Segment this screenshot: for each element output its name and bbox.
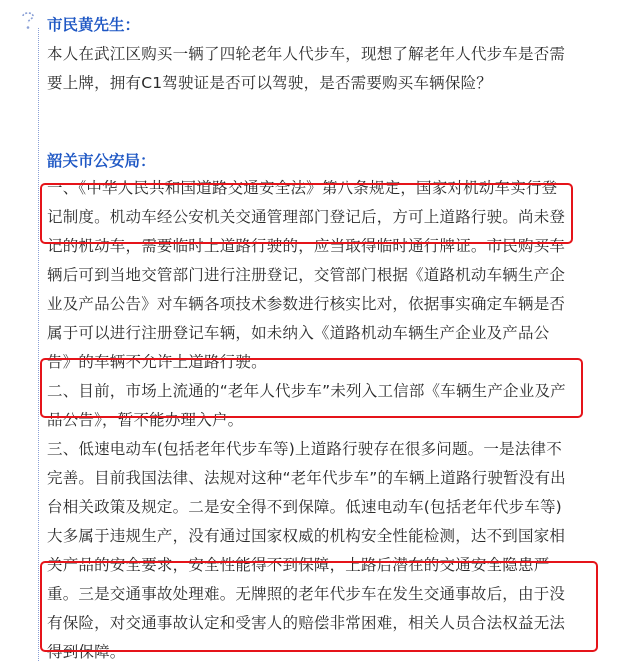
- answer-line: 得到保障。: [47, 643, 126, 661]
- answer-line: 台相关政策及规定。二是安全得不到保障。低速电动车(包括老年代步车等): [47, 498, 562, 516]
- answer-line: 大多属于违规生产，没有通过国家权威的机构安全性能检测，达不到国家相: [47, 527, 566, 545]
- question-line: 要上牌，拥有C1驾驶证是否可以驾驶，是否需要购买车辆保险？: [47, 74, 492, 92]
- answer-line: 重。三是交通事故处理难。无牌照的老年代步车在发生交通事故后，由于没: [47, 585, 566, 603]
- question-heading: 市民黄先生：: [47, 16, 141, 34]
- left-dotted-rule: [38, 28, 39, 661]
- answer-line: 告》的车辆不允许上道路行驶。: [47, 353, 267, 371]
- answer-line: 记的机动车，需要临时上道路行驶的，应当取得临时通行牌证。市民购买车: [47, 237, 566, 255]
- answer-line: 记制度。机动车经公安机关交通管理部门登记后，方可上道路行驶。尚未登: [47, 208, 566, 226]
- answer-heading: 韶关市公安局：: [47, 152, 156, 170]
- qa-content: [47, 13, 607, 667]
- answer-body: [47, 174, 607, 667]
- answer-line: 二、目前，市场上流通的“老年人代步车”未列入工信部《车辆生产企业及产: [47, 382, 566, 400]
- answer-line: 品公告》，暂不能办理入户。: [47, 411, 244, 429]
- answer-line: 属于可以进行注册登记车辆，如未纳入《道路机动车辆生产企业及产品公: [47, 324, 550, 342]
- answer-line: 一、《中华人民共和国道路交通安全法》第八条规定，国家对机动车实行登: [47, 179, 558, 197]
- answer-line: 业及产品公告》对车辆各项技术参数进行核实比对，依据事实确定车辆是否: [47, 295, 566, 313]
- answer-line: 关产品的安全要求，安全性能得不到保障，上路后潜在的交通安全隐患严: [47, 556, 550, 574]
- answer-line: 完善。目前我国法律、法规对这种“老年代步车”的车辆上道路行驶暂没有出: [47, 469, 566, 487]
- question-mark-icon: [20, 10, 36, 32]
- answer-line: 有保险，对交通事故认定和受害人的赔偿非常困难，相关人员合法权益无法: [47, 614, 566, 632]
- question-body: [47, 40, 607, 98]
- answer-line: 辆后可到当地交管部门进行注册登记，交管部门根据《道路机动车辆生产企: [47, 266, 566, 284]
- answer-line: 三、低速电动车(包括老年代步车等)上道路行驶存在很多问题。一是法律不: [47, 440, 562, 458]
- question-line: 本人在武江区购买一辆了四轮老年人代步车，现想了解老年人代步车是否需: [47, 45, 566, 63]
